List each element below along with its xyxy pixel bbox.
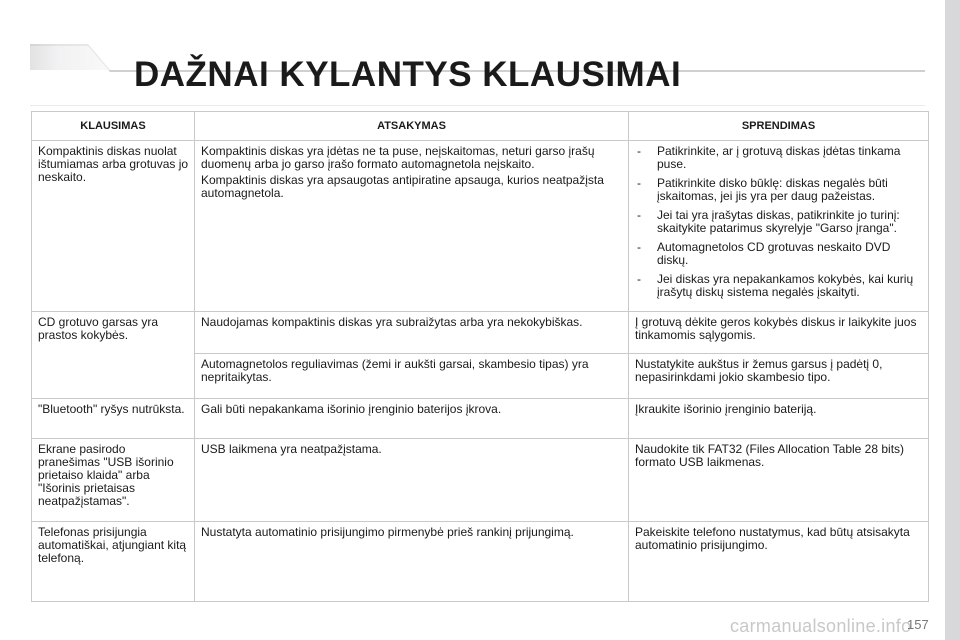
table-row [32, 522, 929, 602]
page-title: DAŽNAI KYLANTYS KLAUSIMAI [134, 55, 682, 94]
solution-text: Į grotuvą dėkite geros kokybės diskus ir laikykite juos tinkamomis sąlygomis. [635, 315, 917, 342]
solution-cell [629, 312, 929, 354]
answer-text: Kompaktinis diskas yra įdėtas ne ta puse, neįskaitomas, neturi garso įrašų duomenų arba jo garso įrašo formato automagnetola neįskaito. [201, 144, 595, 171]
solution-cell [629, 141, 929, 312]
answer-text: Gali būti nepakankama išorinio įrenginio baterijos įkrova. [201, 402, 502, 416]
solution-item: - Automagnetolos CD grotuvas neskaito DVD diskų. [635, 241, 923, 267]
question-text: "Bluetooth" ryšys nutrūksta. [38, 402, 185, 416]
answer-cell [195, 354, 629, 399]
solution-cell [629, 399, 929, 439]
answer-cell [195, 312, 629, 354]
solution-cell [629, 354, 929, 399]
table-row [32, 312, 929, 354]
solution-item: - Patikrinkite, ar į grotuvą diskas įdėtas tinkama puse. [635, 145, 923, 171]
solution-cell [629, 522, 929, 602]
answer-text: Kompaktinis diskas yra apsaugotas antipiratine apsauga, kurios neatpažįsta automagnetola. [201, 173, 604, 200]
answer-cell [195, 522, 629, 602]
answer-text: USB laikmena yra neatpažįstama. [201, 442, 382, 456]
faq-table [31, 111, 929, 602]
question-text: Telefonas prisijungia automatiškai, atjungiant kitą telefoną. [38, 525, 187, 565]
question-text: CD grotuvo garsas yra prastos kokybės. [38, 315, 159, 342]
answer-cell [195, 439, 629, 522]
table-row [32, 141, 929, 312]
table-row [32, 399, 929, 439]
solution-text: Pakeiskite telefono nustatymus, kad būtų atsisakyta automatinio prisijungimo. [635, 525, 910, 552]
solution-text: Įkraukite išorinio įrenginio bateriją. [635, 402, 817, 416]
solution-text: Naudokite tik FAT32 (Files Allocation Table 28 bits) formato USB laikmenas. [635, 442, 905, 469]
answer-text: Naudojamas kompaktinis diskas yra subraižytas arba yra nekokybiškas. [201, 315, 583, 329]
page-number: 157 [907, 617, 929, 632]
answer-cell [195, 399, 629, 439]
header-solution: SPRENDIMAS [629, 112, 929, 141]
solution-item: - Patikrinkite disko būklę: diskas negalės būti įskaitomas, jei jis yra per daug pažeistas. [635, 177, 923, 203]
question-text: Kompaktinis diskas nuolat ištumiamas arba grotuvas jo neskaito. [38, 144, 189, 184]
solution-cell [629, 439, 929, 522]
watermark: carmanualsonline.info [730, 616, 912, 636]
question-cell [32, 522, 195, 602]
question-text: Ekrane pasirodo pranešimas "USB išorinio prietaiso klaida" arba "Išorinis prietaisas neatpažįstamas". [38, 442, 174, 508]
header-question: KLAUSIMAS [32, 112, 195, 141]
right-edge-strip [945, 0, 960, 640]
question-cell [32, 141, 195, 312]
table-header-row [32, 112, 929, 141]
solution-item: - Jei tai yra įrašytas diskas, patikrinkite jo turinį: skaitykite patarimus skyrelyje "Garso įranga". [635, 209, 923, 235]
answer-text: Nustatyta automatinio prisijungimo pirmenybė prieš rankinį prijungimą. [201, 525, 574, 539]
solution-list [635, 145, 923, 299]
answer-cell [195, 141, 629, 312]
question-cell [32, 312, 195, 399]
header-answer: ATSAKYMAS [195, 112, 629, 141]
question-cell [32, 399, 195, 439]
table-row [32, 439, 929, 522]
solution-text: Nustatykite aukštus ir žemus garsus į padėtį 0, nepasirinkdami jokio skambesio tipo. [635, 357, 883, 384]
solution-item: - Jei diskas yra nepakankamos kokybės, kai kurių įrašytų diskų sistema negalės įskaityti. [635, 273, 923, 299]
answer-text: Automagnetolos reguliavimas (žemi ir aukšti garsai, skambesio tipas) yra nepritaikytas. [201, 357, 589, 384]
question-cell [32, 439, 195, 522]
